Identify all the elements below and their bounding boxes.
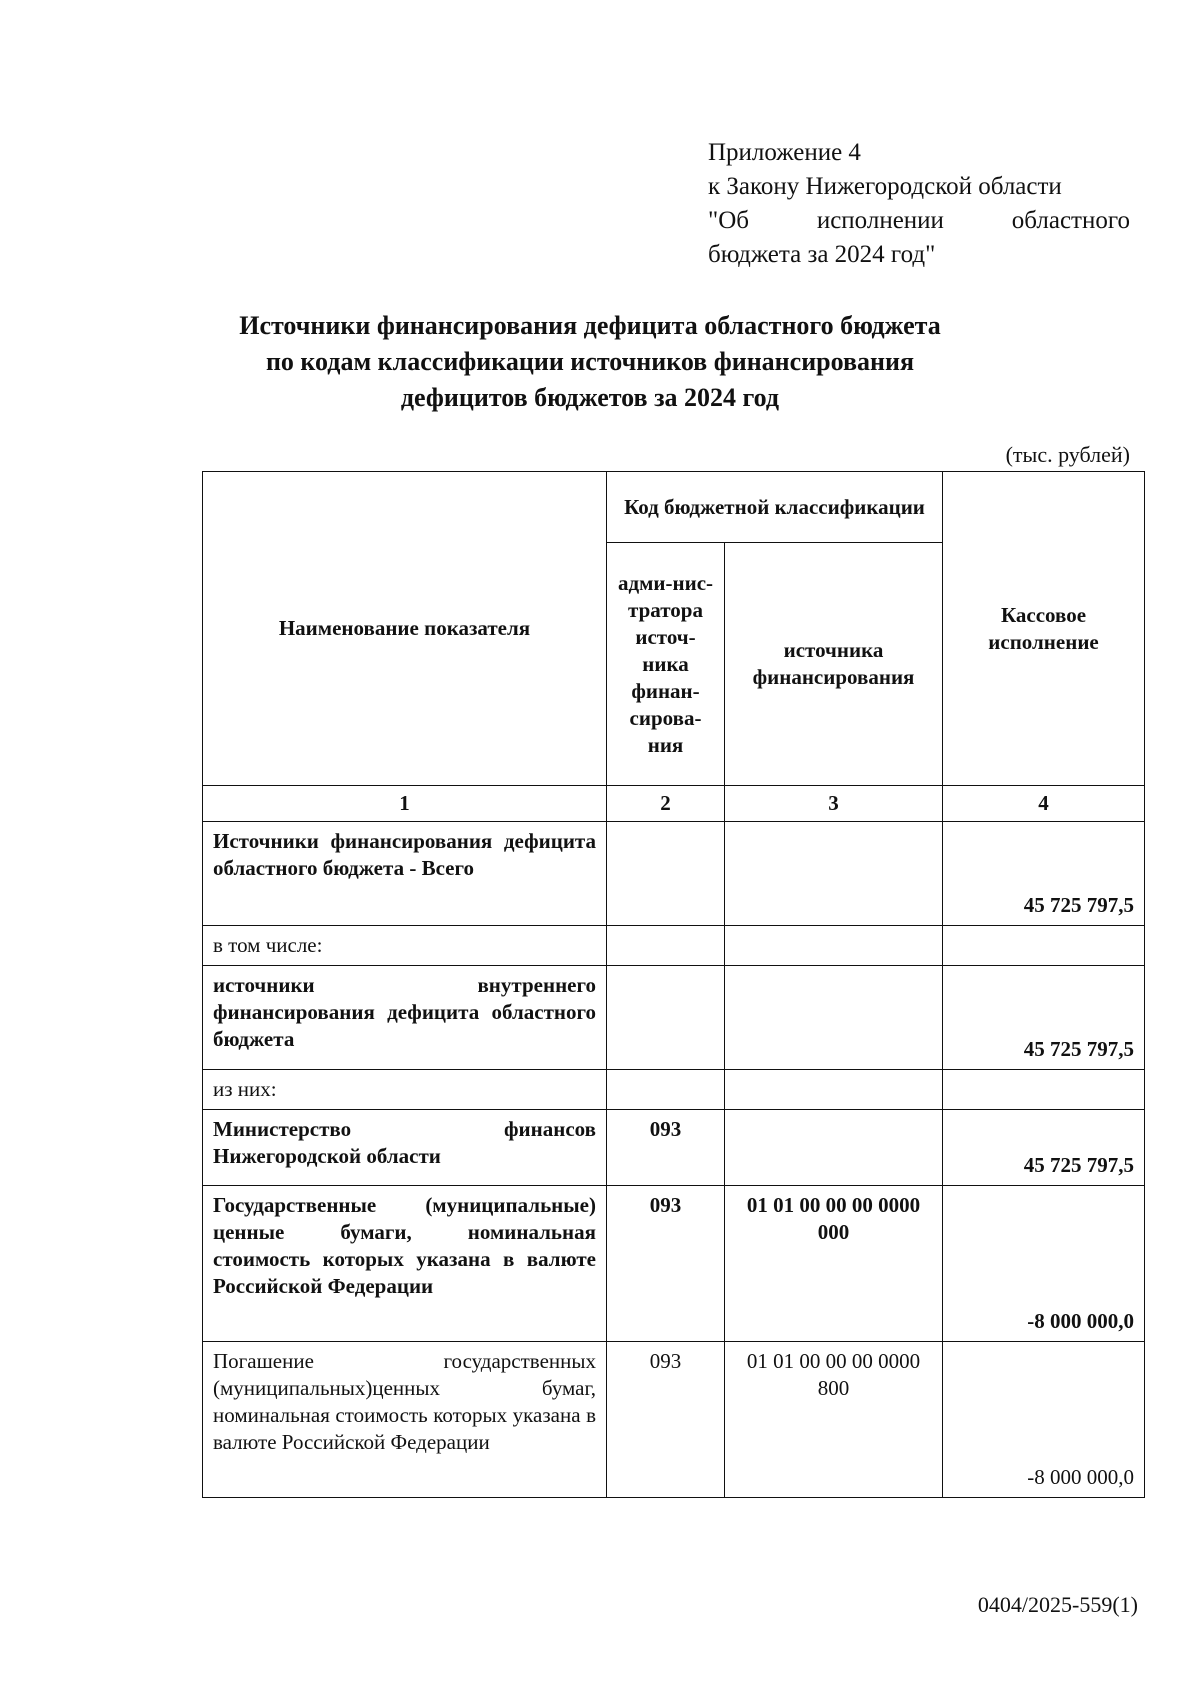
appendix-word: "Об (708, 207, 749, 234)
table-row (203, 822, 1145, 926)
unit-label: (тыс. рублей) (1005, 442, 1130, 467)
column-number: 1 (203, 786, 607, 822)
row-name: Министерство финансов Нижегородской области (203, 1110, 607, 1186)
row-amount: 45 725 797,5 (943, 822, 1145, 926)
row-name: Государственные (муниципальные) ценные бумаги, номинальная стоимость которых указана в валюте Российской Федерации (203, 1186, 607, 1342)
row-name: из них: (203, 1070, 607, 1110)
appendix-line-3 (708, 204, 1130, 238)
row-amount: -8 000 000,0 (943, 1186, 1145, 1342)
row-amount: -8 000 000,0 (943, 1342, 1145, 1498)
table-row (203, 1186, 1145, 1342)
row-name: Источники финансирования дефицита областного бюджета - Всего (203, 822, 607, 926)
appendix-header (708, 136, 1130, 272)
row-admin-code: 093 (607, 1342, 725, 1498)
appendix-line-4: бюджета за 2024 год" (708, 241, 936, 268)
table-row (203, 1342, 1145, 1498)
column-number: 4 (943, 786, 1145, 822)
row-source-code: 01 01 00 00 00 0000 800 (725, 1342, 943, 1498)
row-source-code (725, 822, 943, 926)
appendix-word: исполнении (816, 207, 944, 234)
header-source: источника финансирования (725, 543, 943, 786)
row-source-code: 01 01 00 00 00 0000 000 (725, 1186, 943, 1342)
row-admin-code (607, 926, 725, 966)
column-number: 2 (607, 786, 725, 822)
header-amount: Кассовое исполнение (943, 472, 1145, 786)
document-title (160, 308, 1020, 416)
row-name: источники внутреннего финансирования дефицита областного бюджета (203, 966, 607, 1070)
table-row (203, 926, 1145, 966)
financing-sources-table (202, 471, 1145, 1498)
header-name: Наименование показателя (203, 472, 607, 786)
header-code-group: Код бюджетной классификации (607, 472, 943, 543)
row-name: в том числе: (203, 926, 607, 966)
row-source-code (725, 966, 943, 1070)
appendix-word: областного (1011, 207, 1130, 234)
table-row (203, 1070, 1145, 1110)
row-amount: 45 725 797,5 (943, 966, 1145, 1070)
row-source-code (725, 1110, 943, 1186)
header-admin: адми-нис-тратора источ-ника финан-сирова-ния (607, 543, 725, 786)
row-admin-code (607, 966, 725, 1070)
table-row (203, 966, 1145, 1070)
row-admin-code: 093 (607, 1186, 725, 1342)
row-name: Погашение государственных (муниципальных)ценных бумаг, номинальная стоимость которых указана в валюте Российской Федерации (203, 1342, 607, 1498)
title-line-1: Источники финансирования дефицита областного бюджета (239, 311, 941, 340)
appendix-line-1: Приложение 4 (708, 139, 861, 166)
column-number: 3 (725, 786, 943, 822)
table-row (203, 1110, 1145, 1186)
title-line-3: дефицитов бюджетов за 2024 год (400, 383, 780, 412)
row-admin-code (607, 822, 725, 926)
row-source-code (725, 926, 943, 966)
row-amount: 45 725 797,5 (943, 1110, 1145, 1186)
document-number: 0404/2025-559(1) (977, 1592, 1138, 1617)
row-admin-code: 093 (607, 1110, 725, 1186)
row-admin-code (607, 1070, 725, 1110)
appendix-line-2: к Закону Нижегородской области (708, 173, 1062, 200)
row-source-code (725, 1070, 943, 1110)
row-amount (943, 1070, 1145, 1110)
row-amount (943, 926, 1145, 966)
title-line-2: по кодам классификации источников финансирования (265, 347, 915, 376)
